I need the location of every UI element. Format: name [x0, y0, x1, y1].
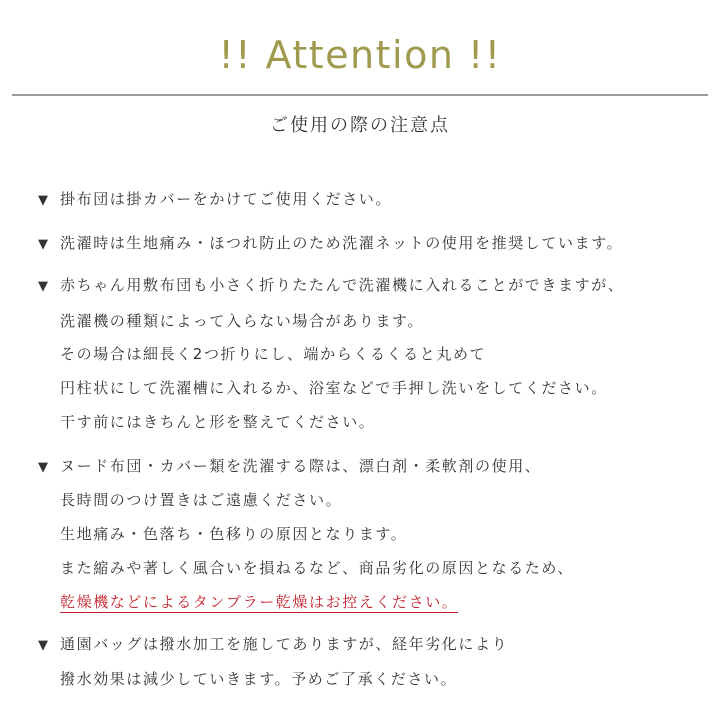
page-title: !! Attention !! [218, 33, 502, 77]
page-subtitle: ご使用の際の注意点 [270, 115, 450, 136]
note-text: 長時間のつけ置きはご遠慮ください。 [60, 491, 343, 509]
triangle-down-icon: ▼ [38, 237, 50, 252]
note-text: 赤ちゃん用敷布団も小さく折りたたんで洗濯機に入れることができますが、 [60, 276, 625, 294]
note-line [38, 188, 392, 210]
triangle-down-icon: ▼ [38, 279, 50, 294]
note-text: 通園バッグは撥水加工を施してありますが、経年劣化により [60, 635, 509, 653]
note-text: ヌード布団・カバー類を洗濯する際は、漂白剤・柔軟剤の使用、 [60, 457, 542, 475]
triangle-down-icon: ▼ [38, 193, 50, 208]
note-text: 掛布団は掛カバーをかけてご使用ください。 [60, 190, 393, 208]
note-line [38, 455, 541, 477]
note-text: その場合は細長く2つ折りにし、端からくるくると丸めて [60, 345, 487, 363]
note-line [38, 633, 508, 655]
note-text: 洗濯時は生地痛み・ほつれ防止のため洗濯ネットの使用を推奨しています。 [60, 234, 624, 252]
note-text: 円柱状にして洗濯槽に入れるか、浴室などで手押し洗いをしてください。 [60, 379, 608, 397]
warning-text: 乾燥機などによるタンブラー乾燥はお控えください。 [60, 593, 459, 611]
note-line [38, 274, 624, 296]
note-line [38, 232, 623, 254]
note-text: 撥水効果は減少していきます。予めご了承ください。 [60, 670, 458, 688]
triangle-down-icon: ▼ [38, 638, 50, 653]
triangle-down-icon: ▼ [38, 460, 50, 475]
warning-line [60, 591, 458, 613]
note-text: また縮みや著しく風合いを損ねるなど、商品劣化の原因となるため、 [60, 559, 575, 577]
note-text: 干す前にはきちんと形を整えてください。 [60, 413, 376, 431]
note-text: 生地痛み・色落ち・色移りの原因となります。 [60, 525, 408, 543]
note-text: 洗濯機の種類によって入らない場合があります。 [60, 312, 425, 330]
